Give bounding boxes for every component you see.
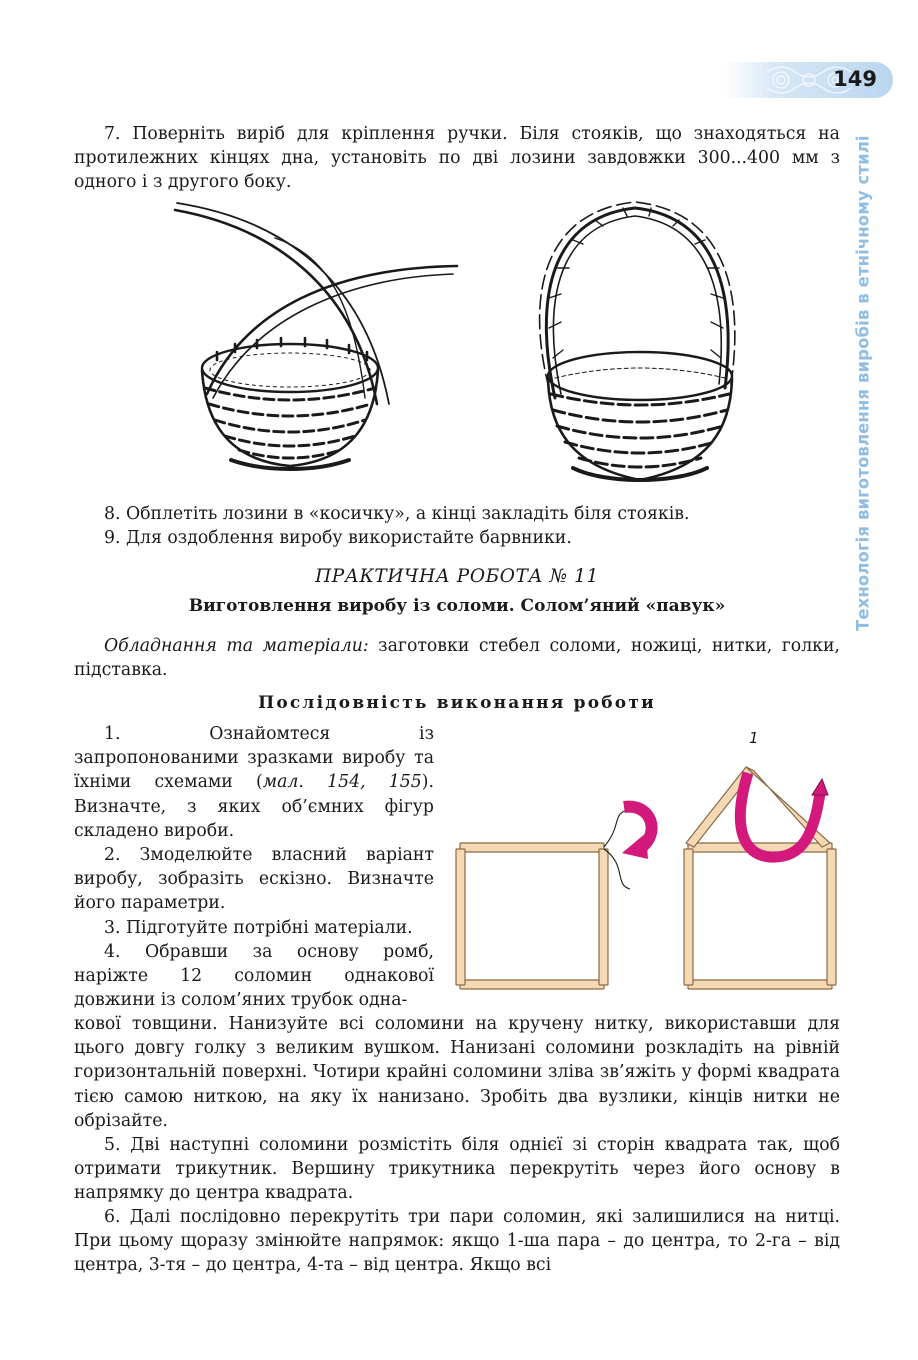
steps-narrow-column <box>74 722 434 1012</box>
basket-illustrations <box>165 198 765 498</box>
sequence-heading: Послідовність виконання роботи <box>258 693 656 713</box>
page-number: 149 <box>833 67 877 91</box>
page-number-tab <box>725 62 893 98</box>
straw-square-diagram <box>452 755 838 1011</box>
step-4-text-continued: кової товщини. Нанизуйте всі соломини на кручену нитку, використавши для цього довгу голку з великим вушком. Нанизані соломини розкладіть на рівній горизонтальній поверхні. Чотири крайні соломини зліва зв’яжіть у формі квадрата тією самою ниткою, на яку їх нанизано. Зробіть два вузлики, кінців нитки не обрізайте. <box>74 1014 840 1131</box>
step-4-text-start: 4. Обравши за основу ромб, наріжте 12 соломин однакової довжини із солом’яних трубок одна- <box>74 941 434 1011</box>
materials-paragraph <box>74 634 840 682</box>
basket-with-rods-image <box>175 203 457 469</box>
section-title: Технологія виготовлення виробів в етнічному стилі <box>853 135 873 631</box>
basket-with-handle-image <box>540 202 735 480</box>
step-1-text: 1. Ознайомтеся із запропонованими зразками виробу та їхніми схемами (мал. 154, 155). Визначте, з яких об’ємних фігур складено вироби. <box>74 724 434 841</box>
practical-work-title: ПРАКТИЧНА РОБОТА № 11 <box>315 566 599 587</box>
practical-work-subtitle: Виготовлення виробу із соломи. Солом’яний «павук» <box>188 596 726 616</box>
step-3-text: 3. Підготуйте потрібні матеріали. <box>104 917 413 938</box>
materials-text: заготовки стебел соломи, ножиці, нитки, голки, підставка. <box>74 636 840 681</box>
figure-reference: мал. 154, 155 <box>262 772 422 793</box>
step-7-text: 7. Поверніть виріб для кріплення ручки. Біля стояків, що знаходяться на протилежних кінцях дна, установіть по дві лозини завдовжки 300...400 мм з одного і з другого боку. <box>74 124 840 193</box>
step-8-text: 8. Обплетіть лозини в «косичку», а кінці закладіть біля стояків. <box>104 504 690 524</box>
materials-label: Обладнання та матеріали: <box>104 636 369 656</box>
step-2-text: 2. Змоделюйте власний варіант виробу, зобразіть ескізно. Визначте його параметри. <box>74 845 434 914</box>
step-5-text: 5. Дві наступні соломини розмістіть біля однієї зі сторін квадрата так, щоб отримати трикутник. Вершину трикутника перекрутіть через його основу в напрямку до центра квадрата. <box>74 1135 840 1204</box>
step-6-text: 6. Далі послідовно перекрутіть три пари соломин, які залишилися на нитці. При цьому щоразу змінюйте напрямок: якщо 1-ша пара – до центра, то 2-га – від центра, 3-тя – до центра, 4-та – від центра. Якщо всі <box>74 1207 840 1276</box>
step-9-text: 9. Для оздоблення виробу використайте барвники. <box>104 528 572 548</box>
figure-label: 1 <box>749 729 759 747</box>
